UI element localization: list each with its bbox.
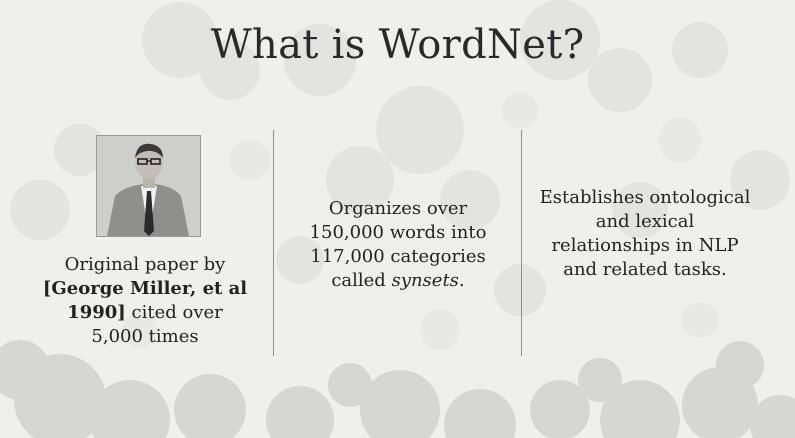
synsets-term: synsets <box>391 270 459 291</box>
column-divider <box>521 130 522 356</box>
relationships-text: Establishes ontological and lexical relationships in NLP and related tasks. <box>539 187 751 280</box>
column-divider <box>273 130 274 356</box>
citation-reference: [George Miller, et al 1990] <box>42 278 248 323</box>
column-original-paper <box>40 253 250 349</box>
paper-text-tail: cited over 5,000 times <box>91 302 223 347</box>
slide-title: What is WordNet? <box>210 22 585 68</box>
paper-text-lead: Original paper by <box>64 254 226 275</box>
synsets-text-tail: . <box>458 270 465 291</box>
synsets-text-lead: Organizes over 150,000 words into 117,000 categories called <box>309 198 487 291</box>
portrait-photo-icon <box>96 135 201 237</box>
column-relationships <box>536 186 754 282</box>
column-synsets <box>290 197 506 293</box>
